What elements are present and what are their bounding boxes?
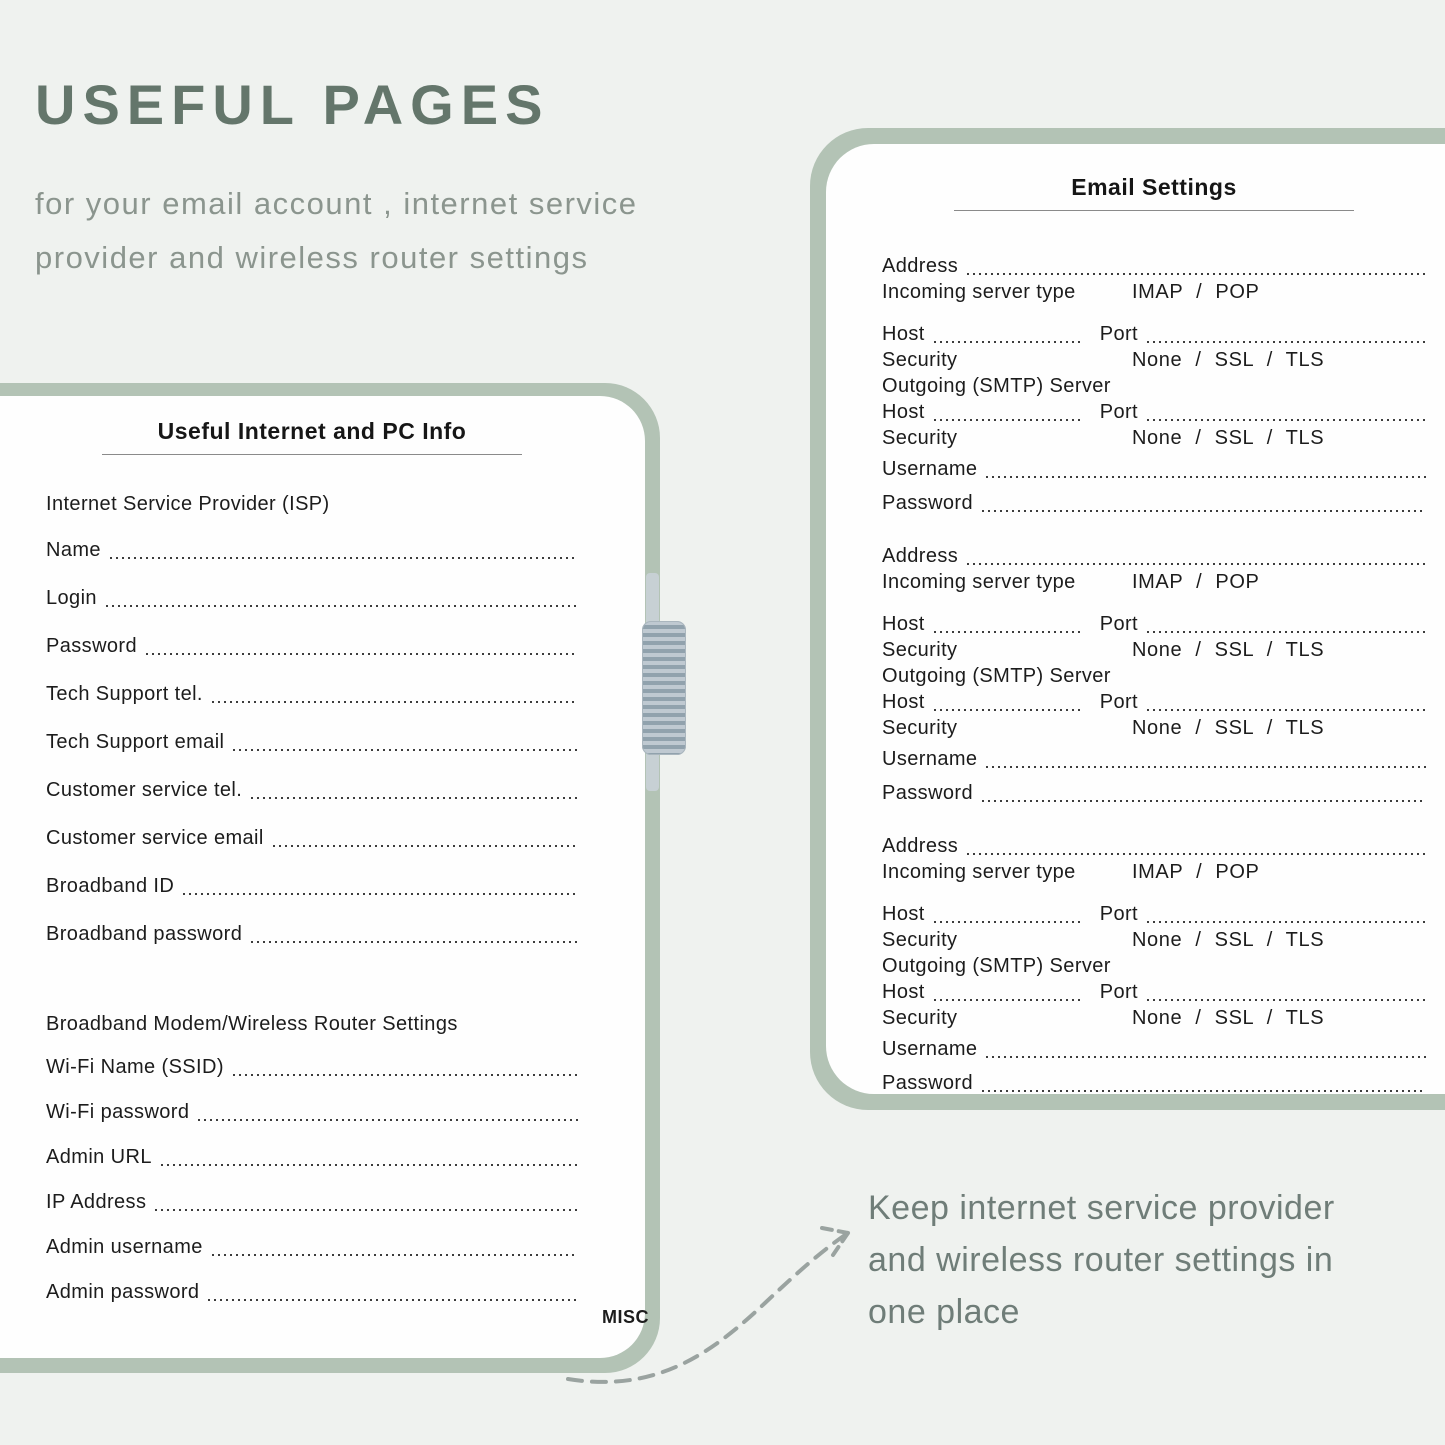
- field-label: Security: [882, 639, 958, 661]
- left-page-title-wrap: [46, 418, 578, 455]
- left-title-underline: [102, 454, 522, 455]
- page-subtitle-line1: for your email account , internet service: [35, 186, 638, 221]
- caption-line3: one place: [868, 1293, 1020, 1331]
- pen-loop-coil: [642, 621, 686, 755]
- dotted-line: [208, 1293, 578, 1301]
- dotted-line: [934, 335, 1084, 343]
- field-label: Wi-Fi password: [46, 1101, 190, 1123]
- field-row-admin-url: [46, 1145, 578, 1169]
- field-label: Tech Support tel.: [46, 683, 203, 705]
- dotted-line: [110, 551, 578, 559]
- field-row-ip-address: [46, 1190, 578, 1214]
- field-label: Password: [882, 782, 974, 804]
- field-label: Incoming server type: [882, 571, 1076, 593]
- outgoing-server-row: [882, 374, 1426, 398]
- field-row-isp-header: [46, 492, 578, 516]
- dotted-line: [161, 1158, 578, 1166]
- field-row-wifi-password: [46, 1100, 578, 1124]
- field-label: Password: [46, 635, 138, 657]
- field-label: Outgoing (SMTP) Server: [882, 955, 1111, 977]
- field-label: Port: [1099, 691, 1139, 713]
- dotted-line: [986, 1050, 1426, 1058]
- page-title: USEFUL PAGES: [35, 73, 550, 136]
- caption-line1: Keep internet service provider: [868, 1189, 1335, 1227]
- page-subtitle-line2: provider and wireless router settings: [35, 240, 589, 275]
- incoming-security-row: [882, 638, 1426, 662]
- arrow-shaft: [568, 1235, 845, 1382]
- field-row-login: [46, 586, 578, 610]
- dotted-line: [982, 794, 1426, 802]
- outgoing-host-port-row: [882, 400, 1426, 424]
- field-row-name: [46, 538, 578, 562]
- field-label: Admin URL: [46, 1146, 152, 1168]
- right-title-underline: [954, 210, 1354, 211]
- field-label: Address: [882, 255, 959, 277]
- outgoing-host-port-row: [882, 690, 1426, 714]
- incoming-host-port-row: [882, 322, 1426, 346]
- outgoing-security-row: [882, 426, 1426, 450]
- field-row-customer-service-tel: [46, 778, 578, 802]
- callout-caption: [868, 1182, 1388, 1338]
- field-label: Customer service email: [46, 827, 264, 849]
- dotted-line: [146, 647, 578, 655]
- dotted-line: [1147, 915, 1426, 923]
- field-label: Broadband Modem/Wireless Router Settings: [46, 1013, 458, 1035]
- dotted-line: [934, 413, 1084, 421]
- dotted-line: [982, 504, 1426, 512]
- field-label: Security: [882, 1007, 958, 1029]
- dotted-line: [251, 791, 578, 799]
- dotted-line: [1147, 413, 1426, 421]
- field-label: Username: [882, 748, 978, 770]
- email-account-block-3: [882, 834, 1426, 1095]
- field-value: None / SSL / TLS: [1132, 639, 1325, 661]
- field-label: Security: [882, 427, 958, 449]
- dotted-line: [967, 557, 1426, 565]
- password-row: [882, 491, 1426, 515]
- field-value: None / SSL / TLS: [1132, 349, 1325, 371]
- field-label: Broadband ID: [46, 875, 175, 897]
- field-row-admin-username: [46, 1235, 578, 1259]
- incoming-security-row: [882, 348, 1426, 372]
- username-row: [882, 457, 1426, 481]
- left-page-title: Useful Internet and PC Info: [157, 418, 467, 444]
- field-label: Host: [882, 691, 925, 713]
- field-value: IMAP / POP: [1132, 861, 1260, 883]
- left-page-fields: [0, 492, 645, 1325]
- field-label: Admin password: [46, 1281, 200, 1303]
- field-value: None / SSL / TLS: [1132, 717, 1325, 739]
- dotted-line: [212, 1248, 578, 1256]
- dotted-line: [155, 1203, 578, 1211]
- field-row-broadband-password: [46, 922, 578, 946]
- right-notebook-page: [826, 144, 1445, 1094]
- field-label: Port: [1099, 323, 1139, 345]
- incoming-security-row: [882, 928, 1426, 952]
- outgoing-server-row: [882, 954, 1426, 978]
- field-label: Security: [882, 717, 958, 739]
- field-label: Security: [882, 929, 958, 951]
- field-value: None / SSL / TLS: [1132, 929, 1325, 951]
- field-label: Internet Service Provider (ISP): [46, 493, 330, 515]
- right-page-title-wrap: [882, 174, 1426, 211]
- field-label: Host: [882, 401, 925, 423]
- dotted-line: [1147, 703, 1426, 711]
- dotted-line: [934, 703, 1084, 711]
- field-label: Security: [882, 349, 958, 371]
- password-row: [882, 1071, 1426, 1095]
- field-label: Password: [882, 492, 974, 514]
- hero-header: [35, 72, 638, 285]
- field-label: Password: [882, 1072, 974, 1094]
- field-label: Host: [882, 903, 925, 925]
- field-row-router-settings-header: [46, 1012, 578, 1036]
- field-row-tech-support-tel: [46, 682, 578, 706]
- dotted-line: [982, 1084, 1426, 1092]
- field-value: IMAP / POP: [1132, 571, 1260, 593]
- field-label: Broadband password: [46, 923, 243, 945]
- field-label: Address: [882, 545, 959, 567]
- dotted-line: [183, 887, 578, 895]
- right-notebook-cover: [810, 128, 1445, 1110]
- field-label: Name: [46, 539, 101, 561]
- dotted-line: [967, 267, 1426, 275]
- field-label: Admin username: [46, 1236, 203, 1258]
- dashed-arrow: [550, 1195, 880, 1400]
- dotted-line: [1147, 335, 1426, 343]
- address-row: [882, 254, 1426, 278]
- username-row: [882, 747, 1426, 771]
- field-label: Incoming server type: [882, 861, 1076, 883]
- field-value: IMAP / POP: [1132, 281, 1260, 303]
- incoming-server-row: [882, 280, 1426, 304]
- page-tab-misc: MISC: [602, 1307, 649, 1327]
- field-row-customer-service-email: [46, 826, 578, 850]
- dotted-line: [106, 599, 578, 607]
- dotted-line: [233, 743, 578, 751]
- field-row-tech-support-email: [46, 730, 578, 754]
- dotted-line: [986, 470, 1426, 478]
- dotted-line: [273, 839, 578, 847]
- field-row-wifi-name: [46, 1055, 578, 1079]
- field-label: Username: [882, 1038, 978, 1060]
- field-label: IP Address: [46, 1191, 147, 1213]
- dotted-line: [934, 915, 1084, 923]
- caption-line2: and wireless router settings in: [868, 1241, 1334, 1279]
- field-label: Wi-Fi Name (SSID): [46, 1056, 224, 1078]
- password-row: [882, 781, 1426, 805]
- dotted-line: [198, 1113, 578, 1121]
- incoming-host-port-row: [882, 612, 1426, 636]
- incoming-host-port-row: [882, 902, 1426, 926]
- field-label: Host: [882, 613, 925, 635]
- field-label: Customer service tel.: [46, 779, 243, 801]
- dotted-line: [986, 760, 1426, 768]
- field-row-admin-password: [46, 1280, 578, 1304]
- right-page-title: Email Settings: [1071, 174, 1237, 200]
- field-label: Port: [1099, 981, 1139, 1003]
- dotted-line: [233, 1068, 578, 1076]
- dotted-line: [1147, 625, 1426, 633]
- field-row-password: [46, 634, 578, 658]
- field-label: Tech Support email: [46, 731, 225, 753]
- field-label: Port: [1099, 903, 1139, 925]
- field-value: None / SSL / TLS: [1132, 1007, 1325, 1029]
- email-account-block-2: [882, 544, 1426, 805]
- dotted-line: [251, 935, 578, 943]
- outgoing-security-row: [882, 716, 1426, 740]
- field-value: None / SSL / TLS: [1132, 427, 1325, 449]
- field-label: Host: [882, 323, 925, 345]
- field-label: Host: [882, 981, 925, 1003]
- outgoing-host-port-row: [882, 980, 1426, 1004]
- address-row: [882, 834, 1426, 858]
- username-row: [882, 1037, 1426, 1061]
- incoming-server-row: [882, 860, 1426, 884]
- dotted-line: [934, 993, 1084, 1001]
- field-label: Incoming server type: [882, 281, 1076, 303]
- field-label: Login: [46, 587, 97, 609]
- address-row: [882, 544, 1426, 568]
- incoming-server-row: [882, 570, 1426, 594]
- dotted-line: [212, 695, 578, 703]
- email-blocks: [826, 232, 1445, 1124]
- field-label: Port: [1099, 613, 1139, 635]
- field-label: Username: [882, 458, 978, 480]
- field-label: Address: [882, 835, 959, 857]
- field-label: Outgoing (SMTP) Server: [882, 375, 1111, 397]
- outgoing-server-row: [882, 664, 1426, 688]
- dotted-line: [934, 625, 1084, 633]
- left-notebook-page: [0, 396, 649, 1358]
- field-label: Port: [1099, 401, 1139, 423]
- outgoing-security-row: [882, 1006, 1426, 1030]
- email-account-block-1: [882, 254, 1426, 515]
- field-row-broadband-id: [46, 874, 578, 898]
- field-label: Outgoing (SMTP) Server: [882, 665, 1111, 687]
- dotted-line: [967, 847, 1426, 855]
- dotted-line: [1147, 993, 1426, 1001]
